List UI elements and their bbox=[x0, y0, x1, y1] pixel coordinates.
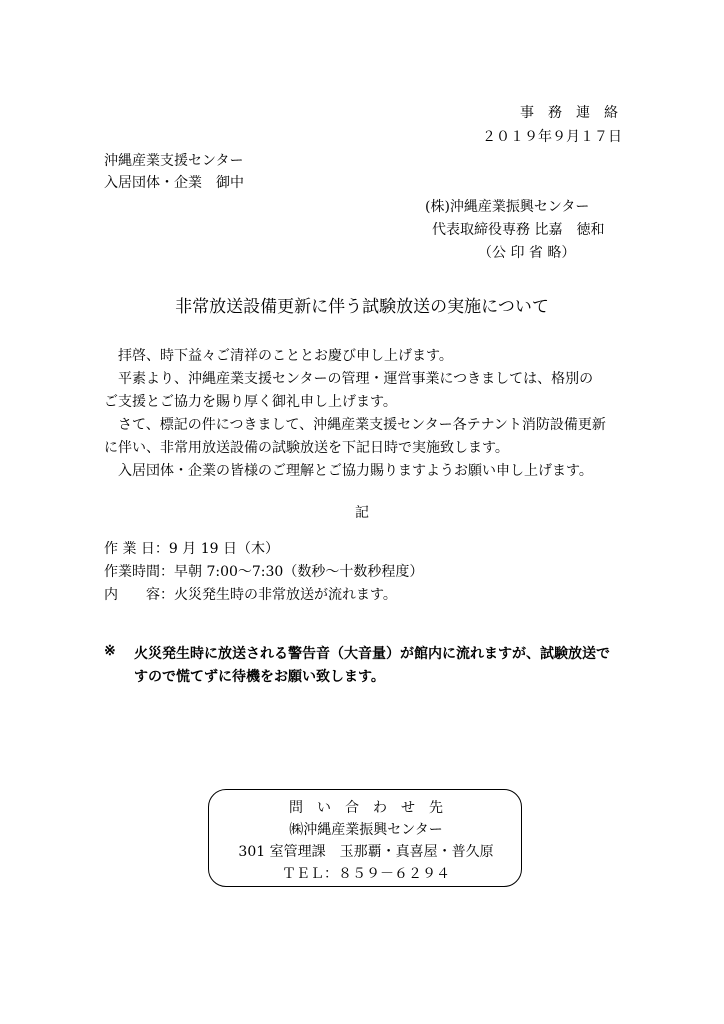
body-paragraph-2-line-2: ご支援とご協力を賜り厚く御礼申し上げます。 bbox=[104, 394, 397, 410]
detail-row bbox=[104, 538, 279, 558]
contact-heading: 問 い 合 わ せ 先 bbox=[289, 800, 443, 816]
detail-value: 早朝 7:00～7:30（数秒～十数秒程度） bbox=[174, 564, 424, 580]
body-paragraph-1: 拝啓、時下益々ご清祥のこととお慶び申し上げます。 bbox=[118, 348, 453, 364]
detail-label: 作 業 日： bbox=[104, 541, 169, 557]
note-line-1: 火災発生時に放送される警告音（大音量）が館内に流れますが、試験放送で bbox=[134, 646, 610, 662]
sender-company: (株)沖縄産業振興センター bbox=[425, 199, 590, 215]
detail-label: 内 容： bbox=[104, 587, 174, 603]
contact-tel: ＴＥＬ：８５９－６２９４ bbox=[282, 866, 450, 882]
recipient-line-1: 沖縄産業支援センター bbox=[104, 153, 244, 169]
body-paragraph-2-line-1: 平素より、沖縄産業支援センターの管理・運営事業につきましては、格別の bbox=[118, 371, 594, 387]
body-paragraph-4: 入居団体・企業の皆様のご理解とご協力賜りますようお願い申し上げます。 bbox=[118, 463, 593, 479]
body-paragraph-3-line-1: さて、標記の件につきまして、沖縄産業支援センター各テナント消防設備更新 bbox=[118, 417, 606, 433]
doc-date: ２０１９年９月１７日 bbox=[482, 129, 622, 145]
detail-row bbox=[104, 584, 397, 604]
detail-row bbox=[104, 561, 423, 581]
sender-representative: 代表取締役専務 比嘉 徳和 bbox=[432, 222, 605, 238]
contact-box bbox=[208, 789, 522, 887]
recipient-line-2: 入居団体・企業 御中 bbox=[104, 175, 244, 191]
contact-department: 301 室管理課 玉那覇・真喜屋・普久原 bbox=[238, 844, 494, 860]
detail-value: 火災発生時の非常放送が流れます。 bbox=[174, 587, 397, 603]
document-title: 非常放送設備更新に伴う試験放送の実施について bbox=[175, 297, 549, 317]
note-mark: ※ bbox=[104, 643, 116, 659]
body-paragraph-3-line-2: に伴い、非常用放送設備の試験放送を下記日時で実施致します。 bbox=[104, 440, 509, 456]
note-line-2: すので慌てずに待機をお願い致します。 bbox=[134, 669, 385, 685]
doc-type: 事 務 連 絡 bbox=[520, 105, 618, 121]
detail-value: 9 月 19 日（木） bbox=[168, 541, 279, 557]
contact-company: ㈱沖縄産業振興センター bbox=[289, 822, 443, 838]
detail-label: 作業時間： bbox=[104, 564, 174, 580]
seal-note: （公 印 省 略） bbox=[478, 245, 576, 261]
ki-heading: 記 bbox=[355, 505, 369, 521]
